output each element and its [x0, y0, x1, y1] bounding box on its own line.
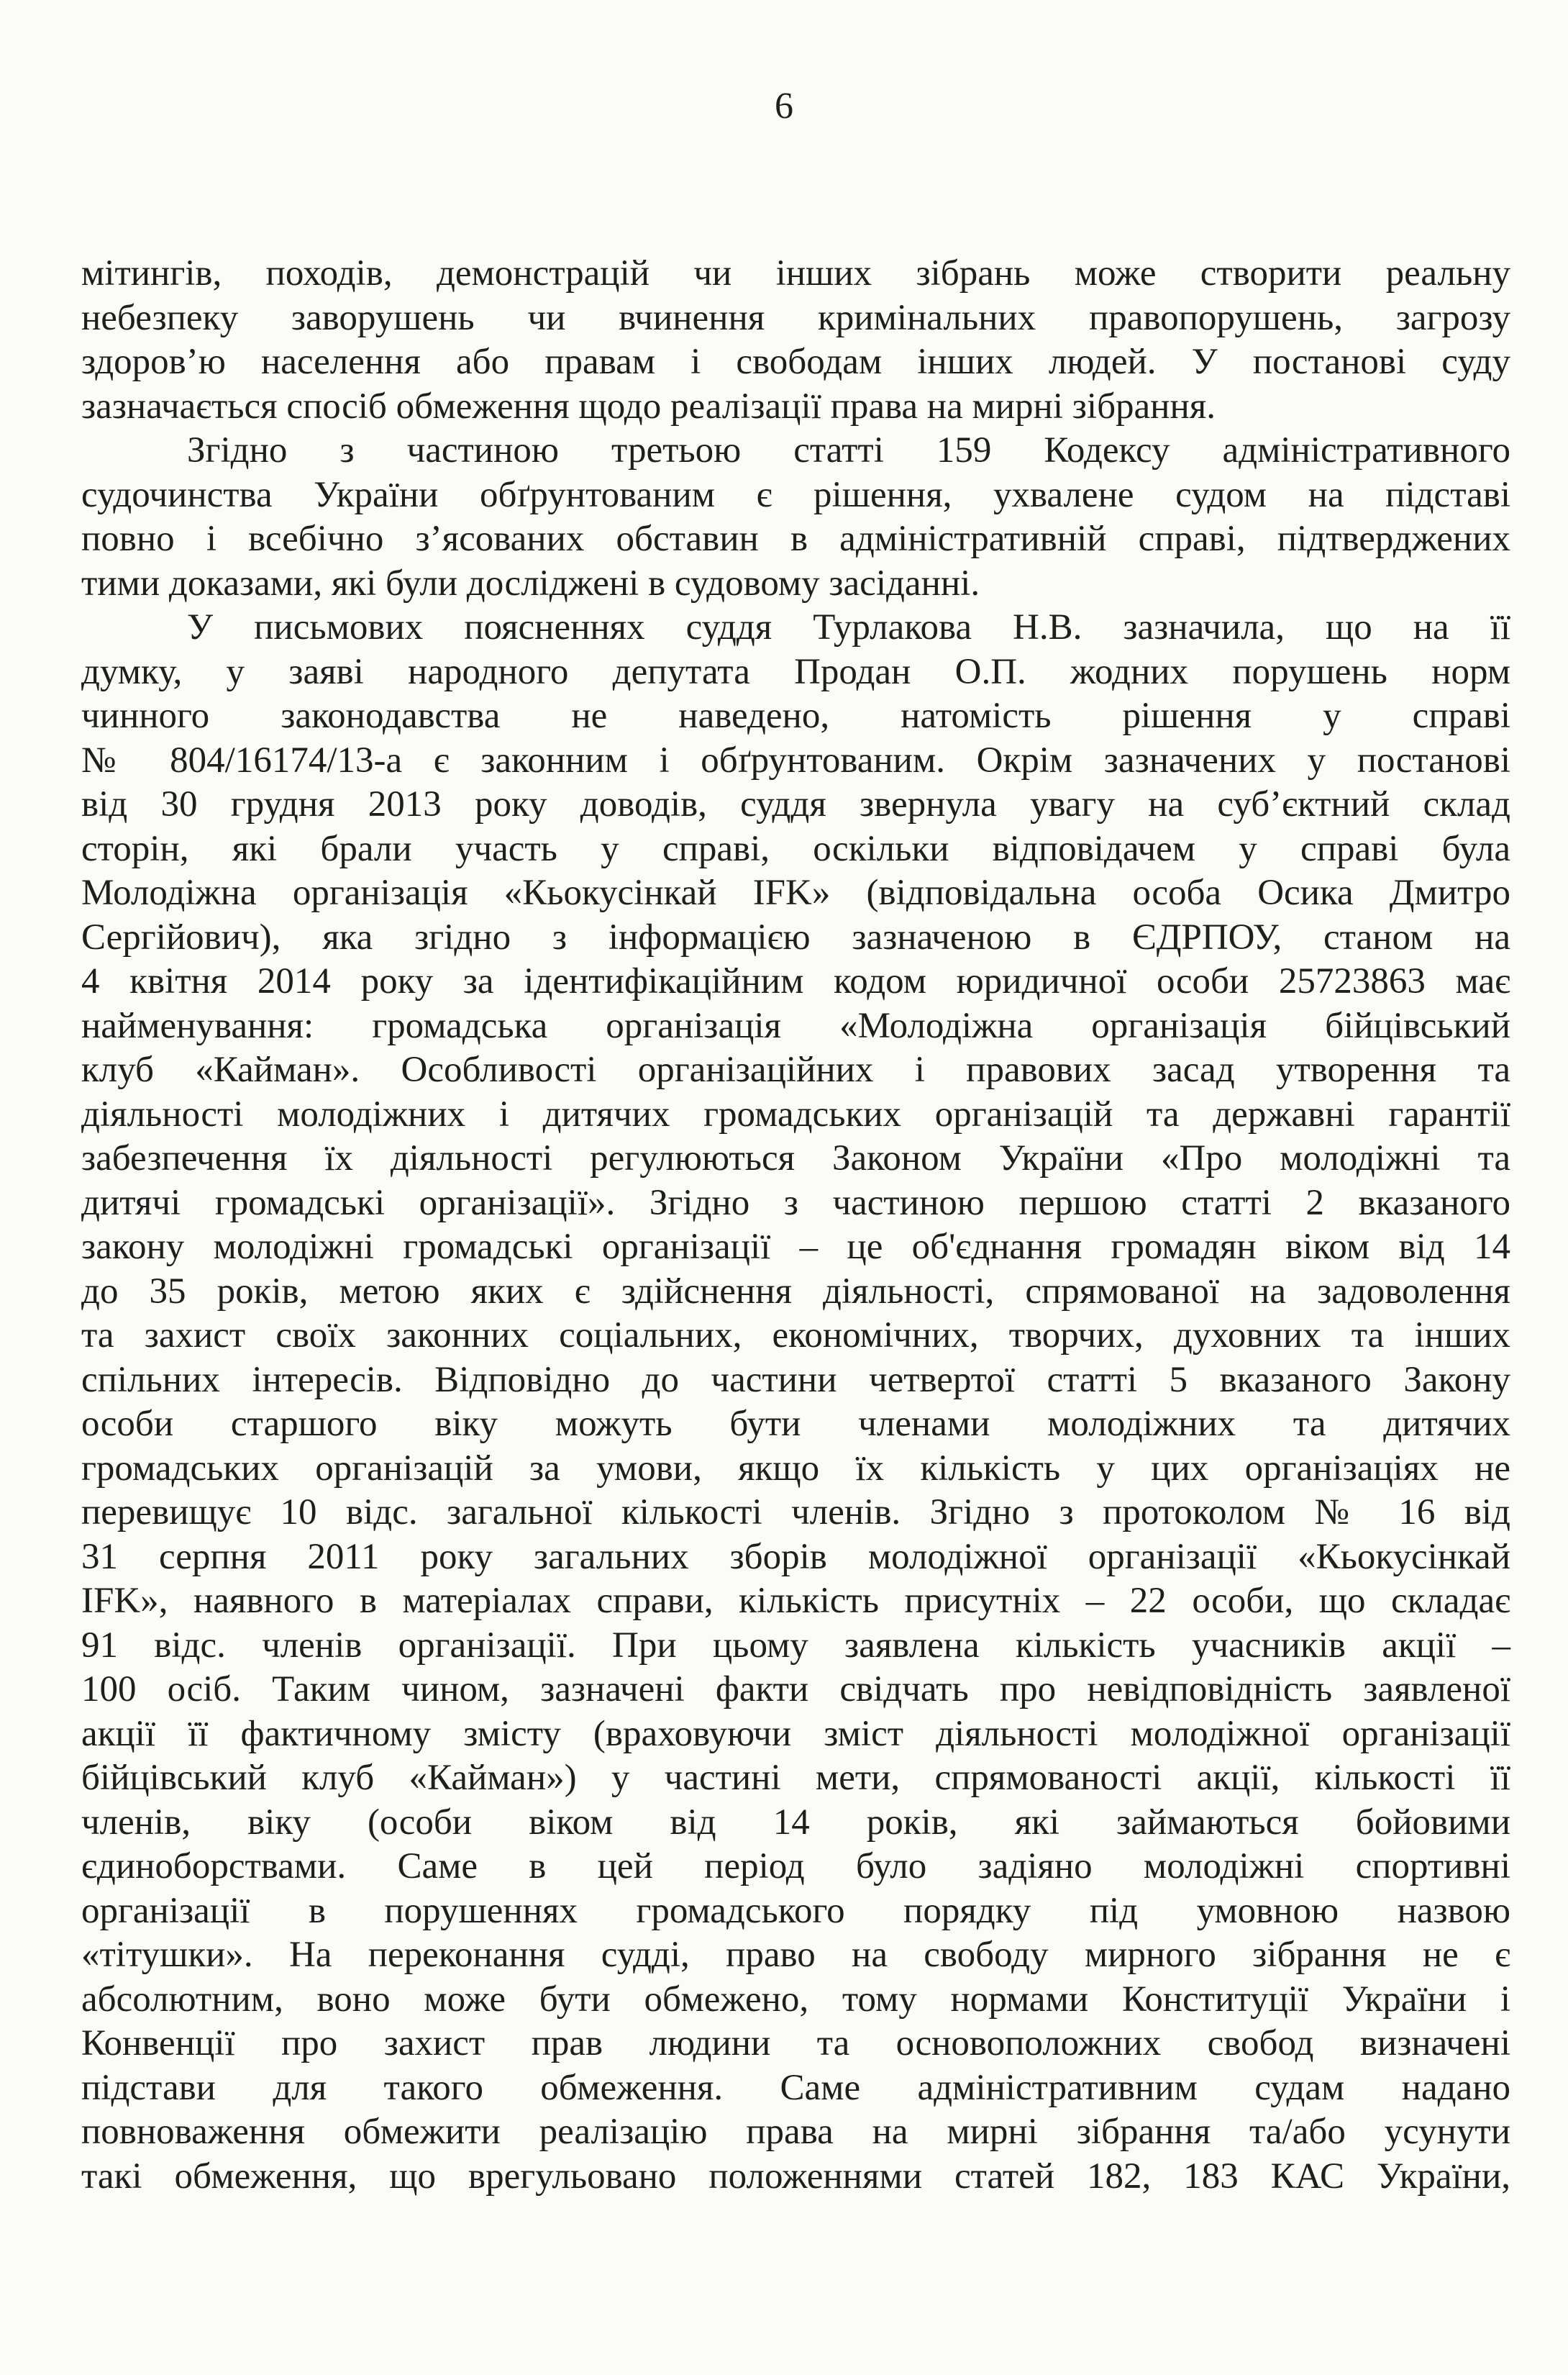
text-line: чинного законодавства не наведено, натомість рішення у справі [81, 696, 1510, 736]
text-line: У письмових поясненнях суддя Турлакова Н.В. зазначила, що на її [187, 607, 1510, 648]
text-line: 91 відс. членів організації. При цьому заявлена кількість учасників акції – [81, 1625, 1510, 1666]
text-line: повно і всебічно з’ясованих обставин в адміністративній справі, підтверджених [81, 519, 1510, 559]
text-line: забезпечення їх діяльності регулюються Законом України «Про молодіжні та [81, 1138, 1510, 1179]
text-line: бійцівський клуб «Кайман») у частині мети, спрямованості акції, кількості її [81, 1758, 1510, 1798]
document-body [81, 252, 1510, 2199]
text-line: «тітушки». На переконання судді, право на свободу мирного зібрання не є [81, 1935, 1510, 1975]
text-line: такі обмеження, що врегульовано положеннями статей 182, 183 КАС України, [81, 2156, 1510, 2197]
text-line: IFK», наявного в матеріалах справи, кількість присутніх – 22 особи, що складає [81, 1581, 1510, 1621]
text-line: абсолютним, воно може бути обмежено, тому нормами Конституції України і [81, 1979, 1510, 2020]
text-line: Сергійович), яка згідно з інформацією зазначеною в ЄДРПОУ, станом на [81, 917, 1510, 958]
text-line: 100 осіб. Таким чином, зазначені факти свідчать про невідповідність заявленої [81, 1669, 1510, 1709]
text-line: клуб «Кайман». Особливості організаційних і правових засад утворення та [81, 1050, 1510, 1090]
text-line: повноваження обмежити реалізацію права на мирні зібрання та/або усунути [81, 2112, 1510, 2152]
text-line: 4 квітня 2014 року за ідентифікаційним кодом юридичної особи 25723863 має [81, 961, 1510, 1002]
text-line: акції її фактичному змісту (враховуючи зміст діяльності молодіжної організації [81, 1713, 1510, 1754]
paragraph [81, 429, 1510, 606]
text-line: від 30 грудня 2013 року доводів, суддя звернула увагу на суб’єктний склад [81, 784, 1510, 825]
text-line: сторін, які брали участь у справі, оскільки відповідачем у справі була [81, 828, 1510, 869]
text-line: 31 серпня 2011 року загальних зборів молодіжної організації «Кьокусінкай [81, 1536, 1510, 1577]
text-line: закону молодіжні громадські організації – це об'єднання громадян віком від 14 [81, 1227, 1510, 1267]
text-line: найменування: громадська організація «Молодіжна організація бійцівський [81, 1005, 1510, 1046]
text-line: громадських організацій за умови, якщо їх кількість у цих організаціях не [81, 1448, 1510, 1489]
text-line: єдиноборствами. Саме в цей період було задіяно молодіжні спортивні [81, 1846, 1510, 1886]
text-line: Молодіжна організація «Кьокусінкай IFK» (відповідальна особа Осика Дмитро [81, 873, 1510, 913]
paragraph [81, 252, 1510, 429]
text-line: Конвенції про захист прав людини та основоположних свобод визначені [81, 2023, 1510, 2063]
text-line: здоров’ю населення або правам і свободам інших людей. У постанові суду [81, 342, 1510, 382]
text-line: думку, у заяві народного депутата Продан О.П. жодних порушень норм [81, 651, 1510, 692]
page-number: 6 [775, 86, 793, 127]
text-line: та захист своїх законних соціальних, економічних, творчих, духовних та інших [81, 1315, 1510, 1355]
text-line: мітингів, походів, демонстрацій чи інших зібрань може створити реальну [81, 253, 1510, 294]
paragraph [81, 606, 1510, 2199]
text-line: до 35 років, метою яких є здійснення діяльності, спрямованої на задоволення [81, 1271, 1510, 1312]
text-line: перевищує 10 відс. загальної кількості членів. Згідно з протоколом № 16 від [81, 1492, 1510, 1532]
text-line: підстави для такого обмеження. Саме адміністративним судам надано [81, 2067, 1510, 2108]
text-line: Згідно з частиною третьою статті 159 Кодексу адміністративного [187, 430, 1510, 471]
text-line: дитячі громадські організації». Згідно з частиною першою статті 2 вказаного [81, 1182, 1510, 1223]
text-line: діяльності молодіжних і дитячих громадських організацій та державні гарантії [81, 1094, 1510, 1135]
text-line: тими доказами, які були досліджені в судовому засіданні. [81, 563, 980, 604]
text-line: зазначається спосіб обмеження щодо реалізації права на мирні зібрання. [81, 386, 1216, 427]
text-line: особи старшого віку можуть бути членами молодіжних та дитячих [81, 1404, 1510, 1444]
text-line: небезпеку заворушень чи вчинення кримінальних правопорушень, загрозу [81, 297, 1510, 338]
text-line: членів, віку (особи віком від 14 років, які займаються бойовими [81, 1802, 1510, 1843]
text-line: судочинства України обґрунтованим є рішення, ухвалене судом на підставі [81, 474, 1510, 515]
text-line: № 804/16174/13-а є законним і обґрунтованим. Окрім зазначених у постанові [81, 740, 1510, 781]
text-line: спільних інтересів. Відповідно до частини четвертої статті 5 вказаного Закону [81, 1359, 1510, 1400]
text-line: організації в порушеннях громадського порядку під умовною назвою [81, 1890, 1510, 1931]
